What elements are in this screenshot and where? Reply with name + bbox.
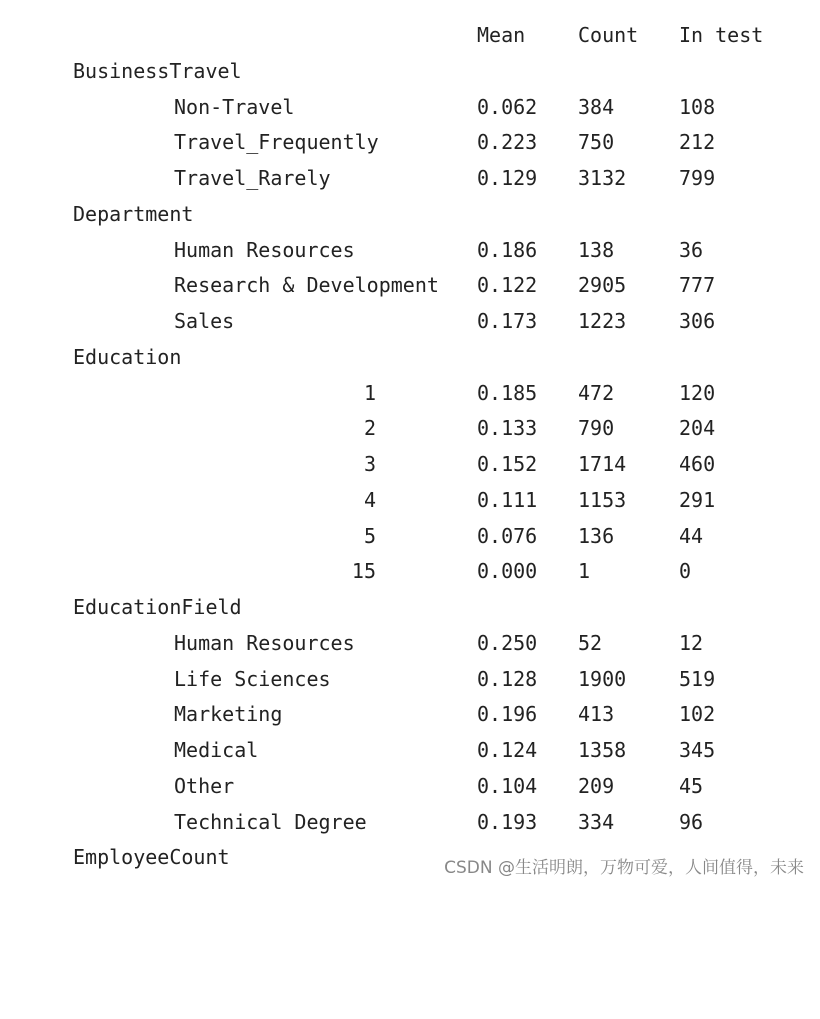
- row-label: Technical Degree: [174, 809, 367, 834]
- group-row: [0, 590, 820, 626]
- row-label: Travel_Rarely: [174, 166, 331, 190]
- row-count: 790: [578, 416, 615, 441]
- table-row: [0, 805, 820, 841]
- group-row: [0, 54, 820, 90]
- table-row: [0, 411, 820, 447]
- row-in-test: 0: [679, 559, 692, 584]
- row-label: 4: [363, 487, 376, 512]
- row-label: Research & Development: [174, 273, 439, 298]
- table-row: [0, 697, 820, 733]
- row-in-test: 96: [679, 809, 704, 834]
- row-mean: 0.173: [477, 309, 538, 333]
- row-count: 1358: [578, 738, 627, 762]
- table-row: [0, 519, 820, 555]
- row-mean: 0.076: [477, 523, 538, 548]
- row-in-test: 799: [679, 166, 716, 190]
- row-mean: 0.128: [477, 666, 538, 691]
- row-label: Human Resources: [174, 630, 355, 655]
- row-label: 5: [363, 523, 376, 548]
- group-name: Department: [73, 201, 194, 226]
- group-row: [0, 197, 820, 233]
- row-mean: 0.250: [477, 630, 538, 655]
- row-in-test: 777: [679, 273, 716, 298]
- row-in-test: 519: [679, 666, 716, 691]
- row-label: Medical: [174, 738, 259, 762]
- table-row: [0, 233, 820, 269]
- table-row: [0, 769, 820, 805]
- row-count: 413: [578, 702, 615, 727]
- row-in-test: 306: [679, 309, 716, 333]
- row-label: Marketing: [174, 702, 283, 727]
- table-row: [0, 125, 820, 161]
- row-count: 384: [578, 94, 615, 119]
- row-mean: 0.000: [477, 559, 538, 584]
- row-count: 138: [578, 237, 615, 262]
- row-in-test: 204: [679, 416, 716, 441]
- table-row: [0, 662, 820, 698]
- row-label: Life Sciences: [174, 666, 331, 691]
- group-name: EmployeeCount: [73, 845, 230, 870]
- header-count: Count: [578, 23, 639, 47]
- row-mean: 0.133: [477, 416, 538, 441]
- row-count: 52: [578, 630, 603, 655]
- row-mean: 0.104: [477, 773, 538, 798]
- row-mean: 0.129: [477, 166, 538, 190]
- row-count: 1223: [578, 309, 627, 333]
- row-label: Travel_Frequently: [174, 130, 379, 155]
- table-row: [0, 554, 820, 590]
- group-row: [0, 340, 820, 376]
- row-mean: 0.124: [477, 738, 538, 762]
- header-mean: Mean: [477, 23, 526, 47]
- row-label: Non-Travel: [174, 94, 295, 119]
- row-count: 136: [578, 523, 615, 548]
- row-count: 1153: [578, 487, 627, 512]
- row-mean: 0.062: [477, 94, 538, 119]
- row-in-test: 212: [679, 130, 716, 155]
- row-mean: 0.111: [477, 487, 538, 512]
- row-mean: 0.223: [477, 130, 538, 155]
- table-row: [0, 304, 820, 340]
- row-label: 2: [363, 416, 376, 441]
- row-label: Other: [174, 773, 235, 798]
- group-name: BusinessTravel: [73, 58, 242, 83]
- table-row: [0, 447, 820, 483]
- row-in-test: 12: [679, 630, 704, 655]
- row-count: 1900: [578, 666, 627, 691]
- row-count: 1: [578, 559, 591, 584]
- row-in-test: 120: [679, 380, 716, 405]
- table-row: [0, 483, 820, 519]
- row-count: 334: [578, 809, 615, 834]
- row-mean: 0.193: [477, 809, 538, 834]
- group-name: Education: [73, 344, 182, 369]
- row-in-test: 460: [679, 452, 716, 476]
- row-mean: 0.152: [477, 452, 538, 476]
- watermark-text: CSDN @生活明朗，万物可爱，人间值得，未来: [444, 858, 804, 878]
- table-row: [0, 733, 820, 769]
- row-in-test: 45: [679, 773, 704, 798]
- row-in-test: 44: [679, 523, 704, 548]
- row-mean: 0.196: [477, 702, 538, 727]
- row-in-test: 108: [679, 94, 716, 119]
- header-in-test: In test: [679, 23, 764, 47]
- row-in-test: 102: [679, 702, 716, 727]
- table-row: [0, 376, 820, 412]
- row-in-test: 345: [679, 738, 716, 762]
- row-count: 1714: [578, 452, 627, 476]
- row-mean: 0.122: [477, 273, 538, 298]
- table-row: [0, 90, 820, 126]
- stats-table: [0, 18, 820, 876]
- row-count: 472: [578, 380, 615, 405]
- group-name: EducationField: [73, 595, 242, 619]
- row-count: 750: [578, 130, 615, 155]
- row-count: 209: [578, 773, 615, 798]
- header-row: [0, 18, 820, 54]
- row-mean: 0.186: [477, 237, 538, 262]
- row-in-test: 291: [679, 487, 716, 512]
- table-row: [0, 268, 820, 304]
- row-label: 15: [351, 559, 376, 584]
- row-in-test: 36: [679, 237, 704, 262]
- table-row: [0, 626, 820, 662]
- row-label: 1: [363, 380, 376, 405]
- row-mean: 0.185: [477, 380, 538, 405]
- row-label: Human Resources: [174, 237, 355, 262]
- row-label: 3: [363, 452, 376, 476]
- row-label: Sales: [174, 309, 235, 333]
- row-count: 2905: [578, 273, 627, 298]
- row-count: 3132: [578, 166, 627, 190]
- table-row: [0, 161, 820, 197]
